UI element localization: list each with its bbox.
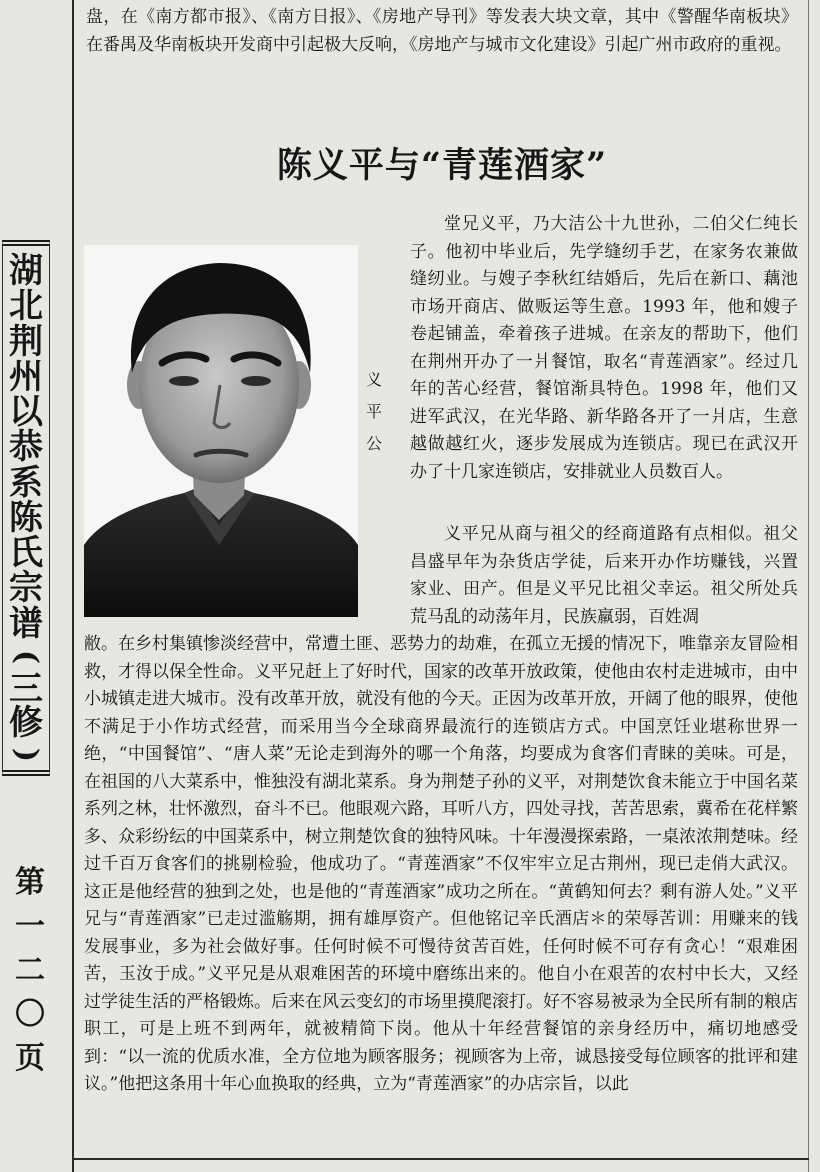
spine-char: 北: [9, 286, 43, 327]
page-border-right: [808, 0, 809, 1172]
edition-paren-close: ): [8, 747, 44, 763]
page-number-char: 一: [15, 909, 45, 944]
spine-char: 恭: [9, 427, 43, 468]
edition-paren-open: (: [8, 649, 44, 665]
spine-char: 氏: [9, 533, 43, 574]
photo-caption-char: 公: [365, 434, 382, 453]
spine-char: 州: [9, 356, 43, 397]
genealogy-spine-label: [2, 240, 50, 776]
page-number-char: 第: [15, 865, 45, 900]
page-number-char: 二: [15, 953, 45, 988]
photo-caption: [364, 372, 384, 468]
spine-char: 陈: [9, 497, 43, 538]
intro-paragraph: 盘，在《南方都市报》、《南方日报》、《房地产导刊》等发表大块文章，其中《警醒华南板块》在番禺及华南板块开发商中引起极大反响，《房地产与城市文化建设》引起广州市政府的重视。: [86, 7, 798, 55]
spine-char: 以: [9, 392, 43, 433]
spine-char: 湖: [9, 251, 43, 291]
spine-char: 谱: [9, 603, 43, 644]
edition-char: 三: [9, 668, 43, 709]
spine-char: 荆: [9, 321, 43, 362]
paragraph-biography: 堂兄义平，乃大洁公十九世孙，二伯父仁纯长子。他初中毕业后，先学缝纫手艺，在家务农兼做缝纫业。与嫂子李秋红结婚后，先后在新口、藕池市场开商店、做贩运等生意。1993 年，他和嫂子卷起铺盖，牵着孩子进城。在亲友的帮助下，他们在荆州开办了一爿餐馆，取名“青莲酒家”。经过几年的苦心经营，餐馆渐具特色。1998 年，他们又进军武汉，在光华路、新华路各开了一爿店，生意越做越红火，逐步发展成为连锁店。现已在武汉开办了十几家连锁店，安排就业人员数百人。: [410, 214, 798, 482]
page-border-left: [72, 0, 74, 1172]
page-border-bottom: [72, 1158, 809, 1160]
page-number-char: 〇: [15, 997, 45, 1032]
portrait-illustration: [84, 245, 358, 617]
paragraph-business-head: 义平兄从商与祖父的经商道路有点相似。祖父昌盛早年为杂货店学徒，后来开办作坊赚钱，兴置家业、田产。但是义平兄比祖父幸运。祖父所处兵荒马乱的动荡年月，民族羸弱，百姓凋: [410, 524, 798, 627]
page-number: [10, 865, 50, 1088]
page-number-char: 页: [15, 1041, 45, 1076]
spine-char: 系: [9, 462, 43, 503]
paragraph-business-body: 敝。在乡村集镇惨淡经营中，常遭土匪、恶势力的劫难，在孤立无援的情况下，唯靠亲友冒险相救，才得以保全性命。义平兄赶上了好时代，国家的改革开放政策，使他由农村走进城市，由中小城镇走进大城市。没有改革开放，就没有他的今天。正因为改革开放，开阔了他的眼界，使他不满足于小作坊式经营，而采用当今全球商界最流行的连锁店方式。中国烹饪业堪称世界一绝，“中国餐馆”、“唐人菜”无论走到海外的哪一个角落，均要成为食客们青睐的美味。可是，在祖国的八大菜系中，惟独没有湖北菜系。身为荆楚子孙的义平，对荆楚饮食未能立于中国名菜系列之林，壮怀激烈，奋斗不已。他眼观六路，耳听八方，四处寻找，苦苦思索，冀希在花样繁多、众彩纷纭的中国菜系中，树立荆楚饮食的独特风味。十年漫漫探索路，一桌浓浓荆楚味。经过千百万食客们的挑剔检验，他成功了。“青莲酒家”不仅牢牢立足古荆州，现已走俏大武汉。这正是他经营的独到之处，也是他的“青莲酒家”成功之所在。“黄鹤知何去？剩有游人处。”义平兄与“青莲酒家”已走过滥觞期，拥有雄厚资产。但他铭记辛氏酒店＊的荣辱苦训：用赚来的钱发展事业，多为社会做好事。任何时候不可慢待贫苦百姓，任何时候不可存有贪心！“艰难困苦，玉汝于成。”义平兄是从艰难困苦的环境中磨练出来的。他自小在艰苦的农村中长大，又经过学徒生活的严格锻炼。后来在风云变幻的市场里摸爬滚打。好不容易被录为全民所有制的粮店职工，可是上班不到两年，就被精简下岗。他从十年经营餐馆的亲身经历中，痛切地感受到：“以一流的优质水准，全方位地为顾客服务；视顾客为上帝，诚恳接受每位顾客的批评和建议。”他把这条用十年心血换取的经典，立为“青莲酒家”的办店宗旨，以此: [84, 634, 798, 1094]
article-title: 陈义平与“青莲酒家”: [276, 145, 608, 186]
spine-char: 宗: [9, 568, 43, 609]
portrait-photo: [84, 245, 358, 617]
edition-char: 修: [9, 702, 43, 743]
photo-caption-char: 义: [365, 370, 382, 389]
photo-caption-char: 平: [365, 402, 382, 421]
